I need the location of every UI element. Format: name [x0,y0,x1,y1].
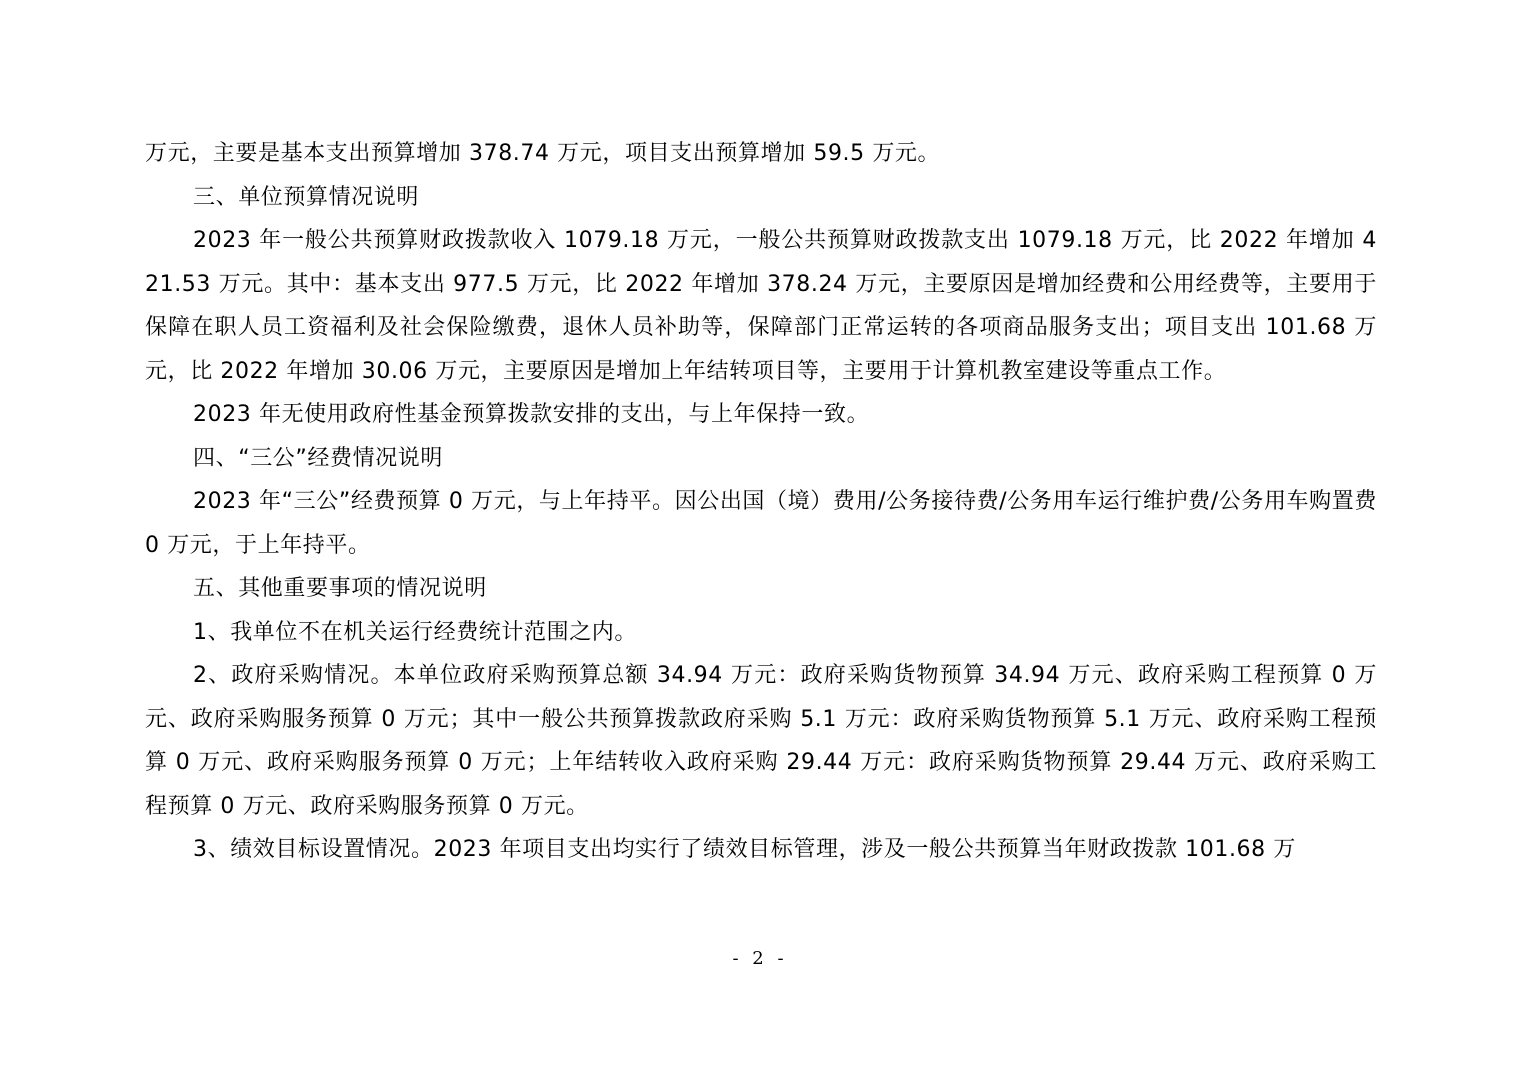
section-heading: 三、单位预算情况说明 [193,184,420,210]
paragraph: 2023 年“三公”经费预算 0 万元，与上年持平。因公出国（境）费用/公务接待费/公务用车运行维护费/公务用车购置费 0 万元，于上年持平。 [145,489,1377,558]
paragraph: 万元，主要是基本支出预算增加 378.74 万元，项目支出预算增加 59.5 万元。 [145,141,941,166]
document-body [145,132,1377,872]
list-item: 1、我单位不在机关运行经费统计范围之内。 [193,619,637,645]
paragraph: 2023 年一般公共预算财政拨款收入 1079.18 万元，一般公共预算财政拨款支出 1079.18 万元，比 2022 年增加 421.53 万元。其中：基本支出 977.5 万元，比 2022 年增加 378.24 万元，主要原因是增加经费和公用经费等，主要用于保障在职人员工资福利及社会保险缴费，退休人员补助等，保障部门正常运转的各项商品服务支出；项目支出 101.68 万元，比 2022 年增加 30.06 万元，主要原因是增加上年结转项目等，主要用于计算机教室建设等重点工作。 [145,228,1377,384]
section-heading: 五、其他重要事项的情况说明 [193,576,487,601]
list-item: 2、政府采购情况。本单位政府采购预算总额 34.94 万元：政府采购货物预算 34.94 万元、政府采购工程预算 0 万元、政府采购服务预算 0 万元；其中一般公共预算拨款政府采购 5.1 万元：政府采购货物预算 5.1 万元、政府采购工程预算 0 万元、政府采购服务预算 0 万元；上年结转收入政府采购 29.44 万元：政府采购货物预算 29.44 万元、政府采购工程预算 0 万元、政府采购服务预算 0 万元。 [145,663,1377,819]
section-heading: 四、“三公”经费情况说明 [193,445,443,471]
list-item: 3、绩效目标设置情况。2023 年项目支出均实行了绩效目标管理，涉及一般公共预算当年财政拨款 101.68 万 [193,837,1296,862]
page-number: - 2 - [732,948,788,969]
paragraph: 2023 年无使用政府性基金预算拨款安排的支出，与上年保持一致。 [193,402,870,427]
